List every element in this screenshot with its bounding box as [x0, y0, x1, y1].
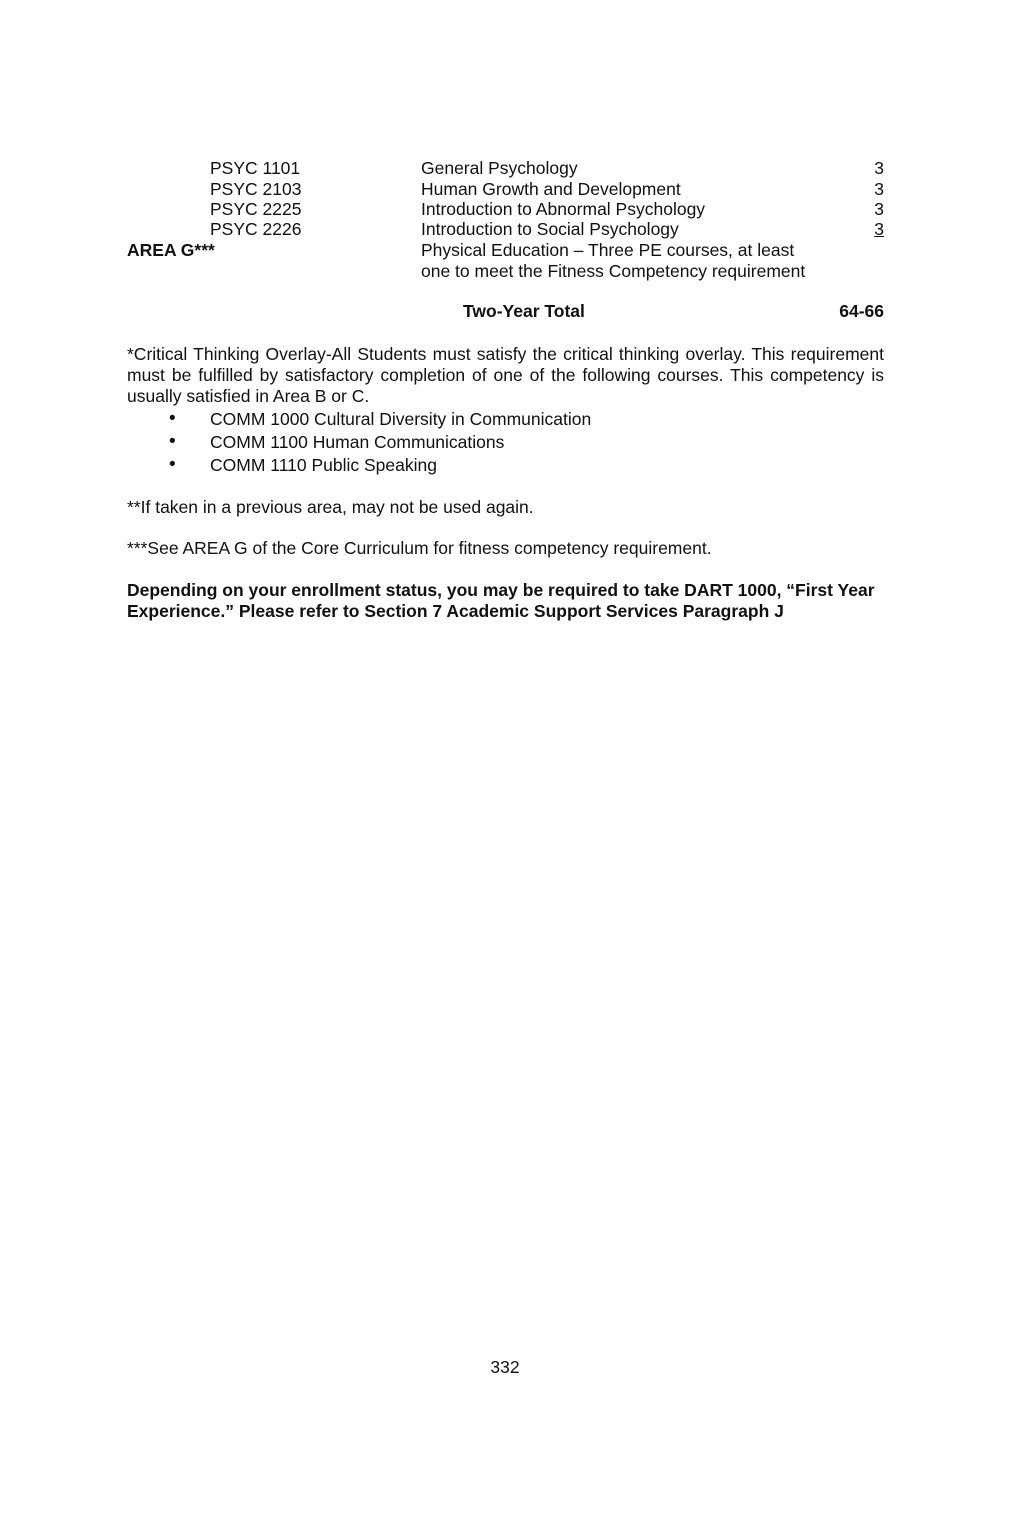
page-number: 332: [490, 1357, 520, 1377]
course-title: Human Growth and Development: [421, 179, 681, 199]
course-row: [0, 219, 1010, 240]
list-item: [0, 431, 1010, 453]
list-item: [0, 408, 1010, 430]
bullet-icon: •: [169, 454, 176, 475]
course-title: General Psychology: [421, 158, 578, 178]
course-code: PSYC 1101: [210, 158, 301, 178]
course-code: PSYC 2226: [210, 219, 302, 239]
area-g-row-continued: [0, 261, 1010, 282]
enrollment-status-note: Depending on your enrollment status, you may be required to take DART 1000, “First Year Experience.” Please refer to Section 7 Academic Support Services Paragraph J: [127, 580, 875, 621]
area-g-description-line-2: one to meet the Fitness Competency requirement: [421, 261, 806, 281]
list-item-text: COMM 1100 Human Communications: [210, 432, 505, 452]
list-item-text: COMM 1110 Public Speaking: [210, 455, 437, 475]
bullet-icon: •: [169, 431, 176, 452]
list-item-text: COMM 1000 Cultural Diversity in Communication: [210, 409, 592, 429]
total-label: Two-Year Total: [463, 301, 585, 321]
course-row: [0, 179, 1010, 200]
total-value: 64-66: [839, 301, 884, 321]
area-g-fitness-note: ***See AREA G of the Core Curriculum for fitness competency requirement.: [127, 538, 712, 558]
two-year-total-row: [0, 301, 1010, 322]
course-code: PSYC 2103: [210, 179, 302, 199]
bullet-icon: •: [169, 408, 176, 429]
course-row: [0, 199, 1010, 220]
course-credits: 3: [874, 219, 884, 239]
course-title: Introduction to Abnormal Psychology: [421, 199, 706, 219]
course-row: [0, 158, 1010, 179]
critical-thinking-note: *Critical Thinking Overlay-All Students must satisfy the critical thinking overlay. This requirement must be fulfilled by satisfactory completion of one of the following courses. This competency is usually satisfied in Area B or C.: [127, 344, 884, 406]
list-item: [0, 454, 1010, 476]
previous-area-note: **If taken in a previous area, may not be used again.: [127, 497, 534, 517]
course-credits: 3: [874, 158, 884, 178]
course-code: PSYC 2225: [210, 199, 302, 219]
course-title: Introduction to Social Psychology: [421, 219, 679, 239]
course-credits: 3: [874, 199, 884, 219]
course-credits: 3: [874, 179, 884, 199]
area-g-label: AREA G***: [127, 240, 215, 260]
area-g-row: [0, 240, 1010, 261]
area-g-description-line-1: Physical Education – Three PE courses, at least: [421, 240, 795, 260]
